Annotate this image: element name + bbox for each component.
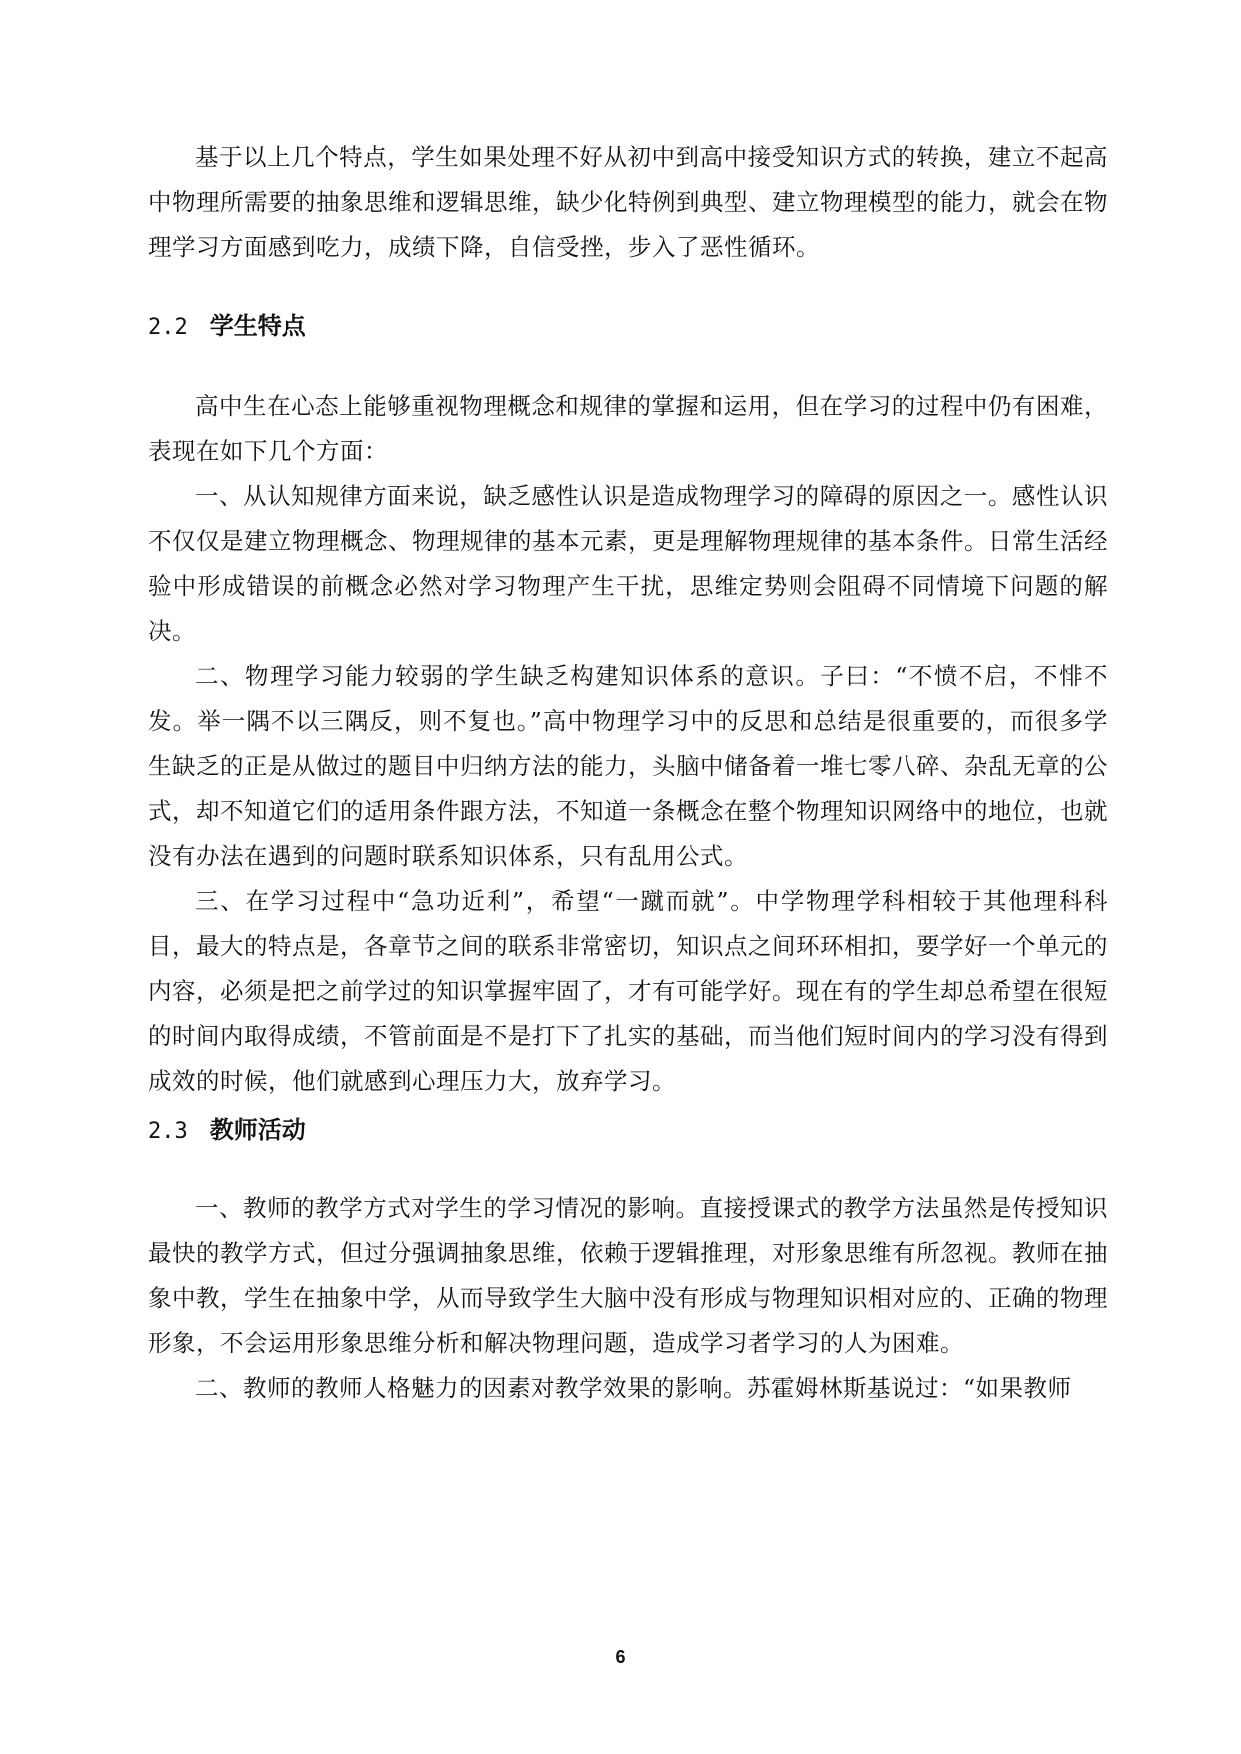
section-heading-2-3 bbox=[148, 1115, 306, 1147]
body-paragraph: 二、教师的教师人格魅力的因素对教学效果的影响。苏霍姆林斯基说过：“如果教师 bbox=[195, 1374, 1072, 1402]
section-title: 学生特点 bbox=[209, 311, 306, 340]
page-number: 6 bbox=[615, 1647, 626, 1667]
intro-paragraph: 基于以上几个特点，学生如果处理不好从初中到高中接受知识方式的转换，建立不起高中物理所需要的抽象思维和逻辑思维，缺少化特例到典型、建立物理模型的能力，就会在物理学习方面感到吃力，成绩下降，自信受挫，步入了恶性循环。 bbox=[148, 143, 1108, 261]
body-paragraph: 三、在学习过程中“急功近利”，希望“一蹴而就”。中学物理学科相较于其他理科科目，最大的特点是，各章节之间的联系非常密切，知识点之间环环相扣，要学好一个单元的内容，必须是把之前学过的知识掌握牢固了，才有可能学好。现在有的学生却总希望在很短的时间内取得成绩，不管前面是不是打下了扎实的基础，而当他们短时间内的学习没有得到成效的时候，他们就感到心理压力大，放弃学习。 bbox=[148, 887, 1108, 1095]
section-number: 2.3 bbox=[148, 1119, 188, 1144]
body-paragraph: 二、物理学习能力较弱的学生缺乏构建知识体系的意识。子曰：“不愤不启，不悱不发。举一隅不以三隅反，则不复也。”高中物理学习中的反思和总结是很重要的，而很多学生缺乏的正是从做过的题目中归纳方法的能力，头脑中储备着一堆七零八碎、杂乱无章的公式，却不知道它们的适用条件跟方法，不知道一条概念在整个物理知识网络中的地位，也就没有办法在遇到的问题时联系知识体系，只有乱用公式。 bbox=[148, 662, 1108, 870]
body-paragraph: 一、教师的教学方式对学生的学习情况的影响。直接授课式的教学方法虽然是传授知识最快的教学方式，但过分强调抽象思维，依赖于逻辑推理，对形象思维有所忽视。教师在抽象中教，学生在抽象中学，从而导致学生大脑中没有形成与物理知识相对应的、正确的物理形象，不会运用形象思维分析和解决物理问题，造成学习者学习的人为困难。 bbox=[148, 1194, 1108, 1357]
body-paragraph: 高中生在心态上能够重视物理概念和规律的掌握和运用，但在学习的过程中仍有困难，表现在如下几个方面： bbox=[148, 392, 1108, 465]
section-number: 2.2 bbox=[148, 315, 188, 340]
body-paragraph: 一、从认知规律方面来说，缺乏感性认识是造成物理学习的障碍的原因之一。感性认识不仅仅是建立物理概念、物理规律的基本元素，更是理解物理规律的基本条件。日常生活经验中形成错误的前概念必然对学习物理产生干扰，思维定势则会阻碍不同情境下问题的解决。 bbox=[148, 482, 1108, 645]
section-heading-2-2 bbox=[148, 311, 306, 343]
section-title: 教师活动 bbox=[209, 1115, 306, 1144]
